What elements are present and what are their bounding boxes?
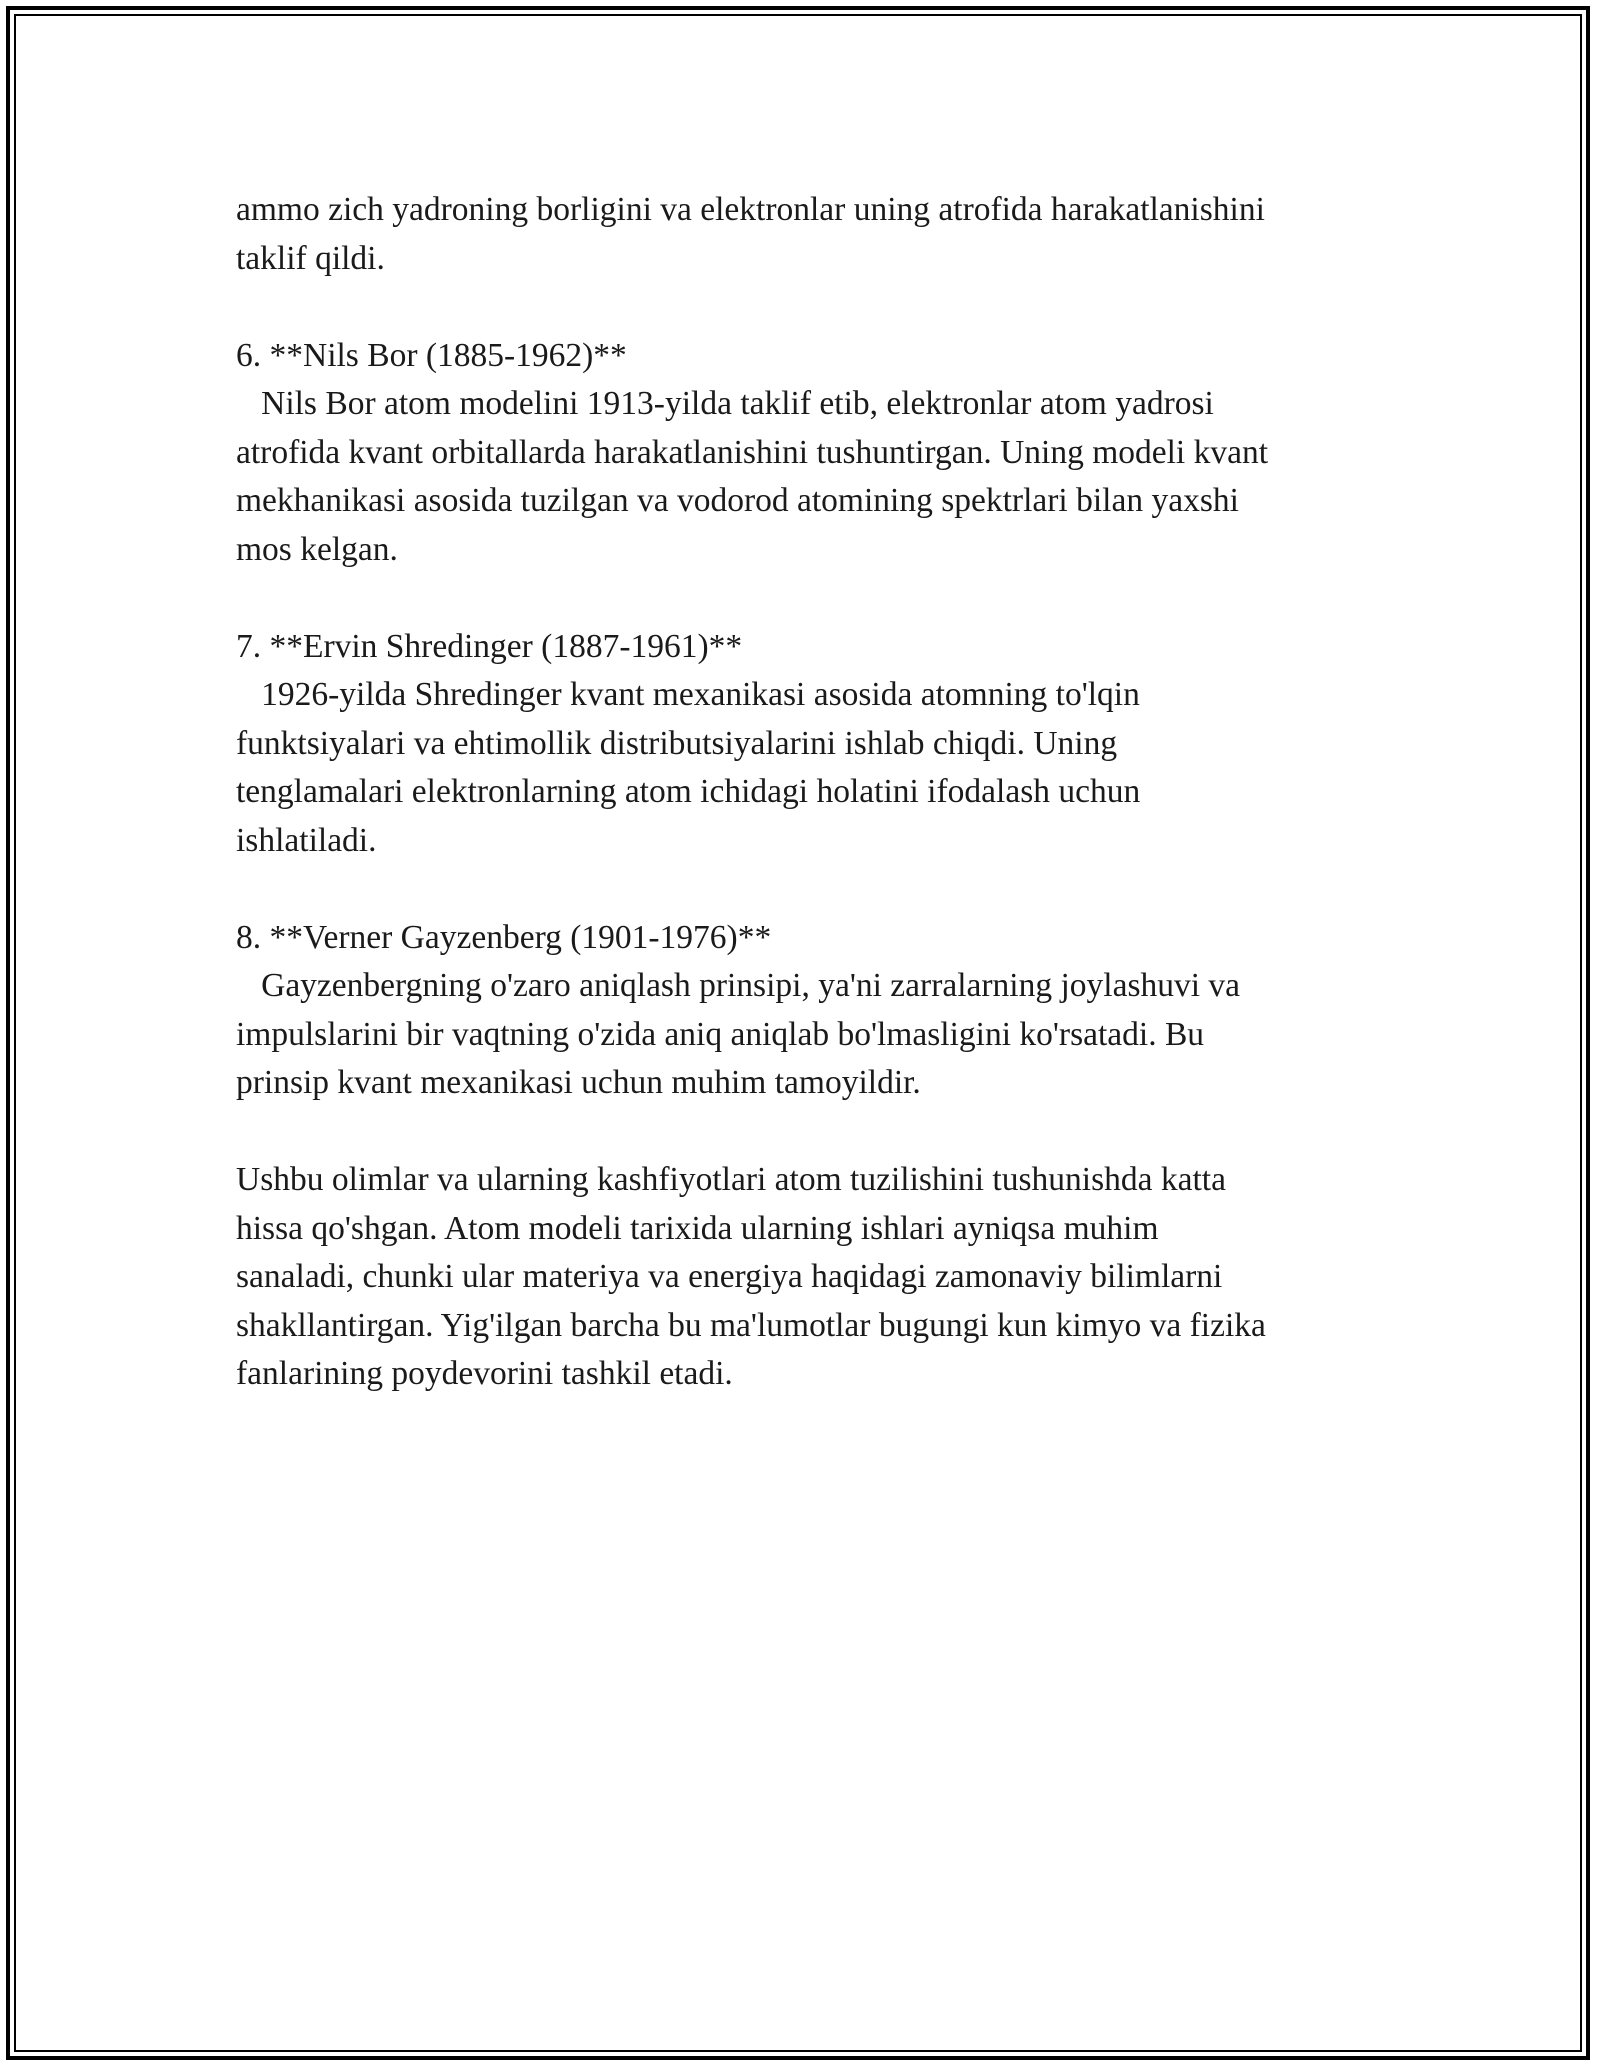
section-heading: 8. **Verner Gayzenberg (1901-1976)** [236, 918, 772, 956]
section-ervin-shredinger [236, 623, 1386, 866]
text-line: ammo zich yadroning borligini va elektronlar uning atrofida harakatlanishini [236, 191, 1265, 228]
text-line: sanaladi, chunki ular materiya va energiya haqidagi zamonaviy bilimlarni [236, 1258, 1223, 1295]
text-line: impulslarini bir vaqtning o'zida aniq aniqlab bo'lmasligini ko'rsatadi. Bu [236, 1015, 1205, 1053]
conclusion-paragraph [236, 1156, 1386, 1399]
paragraph-gap [236, 283, 1386, 332]
document-body [236, 186, 1386, 1399]
text-line: fanlarining poydevorini tashkil etadi. [236, 1355, 733, 1392]
section-heading: 6. **Nils Bor (1885-1962)** [236, 336, 627, 374]
text-line: taklif qildi. [236, 239, 385, 277]
text-line: tenglamalari elektronlarning atom ichidagi holatini ifodalash uchun [236, 773, 1141, 810]
text-line: Gayzenbergning o'zaro aniqlash prinsipi, ya'ni zarralarning joylashuvi va [236, 967, 1241, 1004]
text-line: prinsip kvant mexanikasi uchun muhim tamoyildir. [236, 1064, 921, 1101]
text-line: Ushbu olimlar va ularning kashfiyotlari atom tuzilishini tushunishda katta [236, 1161, 1226, 1198]
section-verner-gayzenberg [236, 914, 1386, 1108]
text-line: Nils Bor atom modelini 1913-yilda taklif etib, elektronlar atom yadrosi [236, 385, 1214, 422]
text-line: 1926-yilda Shredinger kvant mexanikasi asosida atomning to'lqin [236, 676, 1140, 713]
text-line: funktsiyalari va ehtimollik distributsiyalarini ishlab chiqdi. Uning [236, 724, 1118, 762]
section-heading: 7. **Ervin Shredinger (1887-1961)** [236, 627, 743, 665]
text-line: mos kelgan. [236, 530, 398, 568]
paragraph-gap [236, 574, 1386, 623]
paragraph-gap [236, 1108, 1386, 1157]
text-line: ishlatiladi. [236, 821, 377, 859]
paragraph-gap [236, 865, 1386, 914]
intro-paragraph [236, 186, 1386, 283]
text-line: shakllantirgan. Yig'ilgan barcha bu ma'lumotlar bugungi kun kimyo va fizika [236, 1306, 1266, 1344]
section-nils-bor [236, 332, 1386, 575]
text-line: mekhanikasi asosida tuzilgan va vodorod atomining spektrlari bilan yaxshi [236, 482, 1239, 519]
text-line: atrofida kvant orbitallarda harakatlanishini tushuntirgan. Uning modeli kvant [236, 433, 1269, 471]
text-line: hissa qo'shgan. Atom modeli tarixida ularning ishlari ayniqsa muhim [236, 1209, 1159, 1247]
